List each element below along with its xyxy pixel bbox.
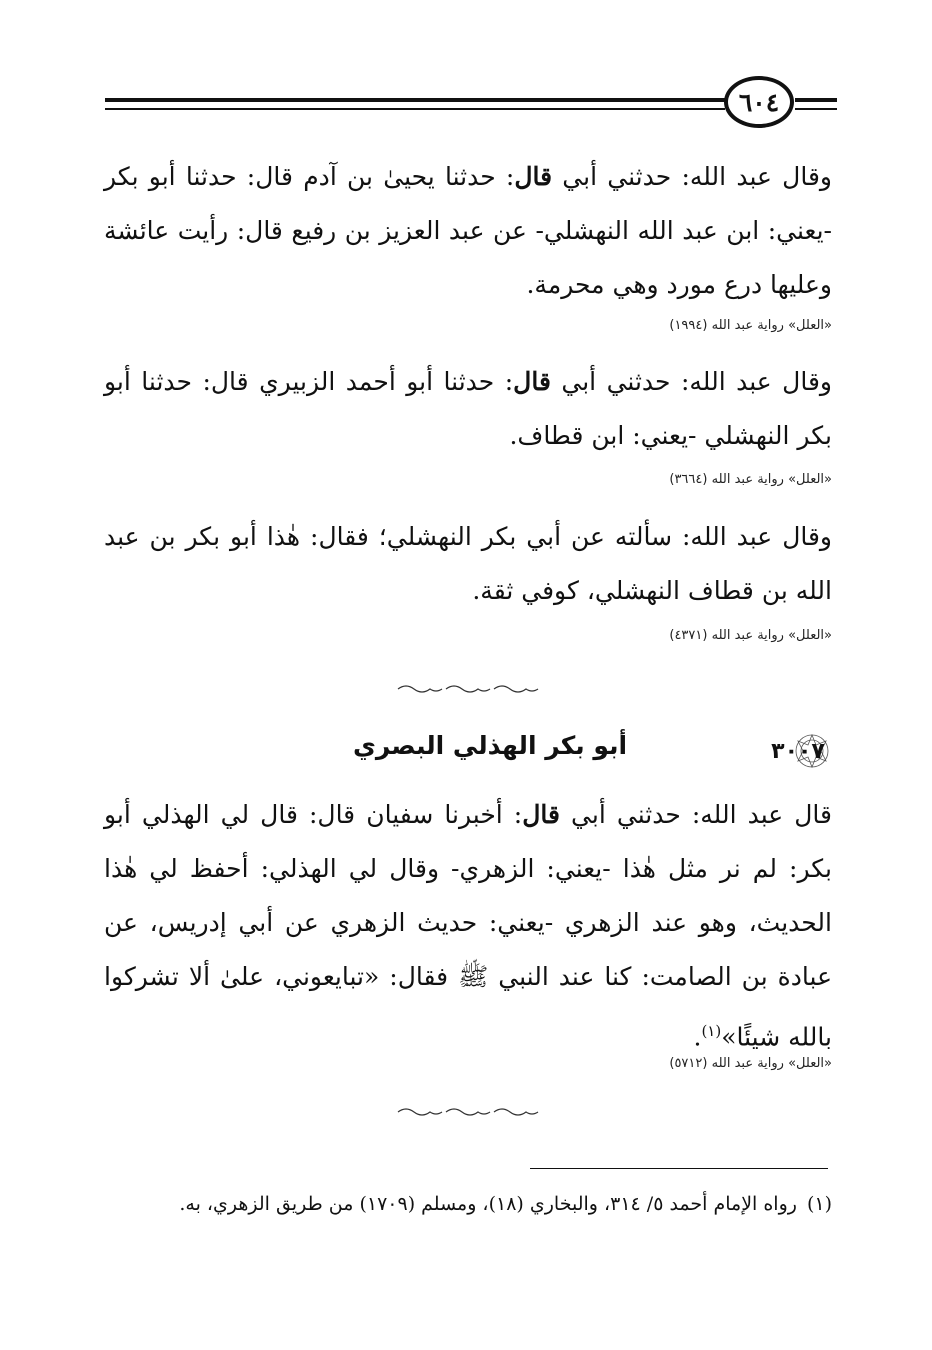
source-citation-4: «العلل» رواية عبد الله (٥٧١٢) (669, 1056, 832, 1071)
paragraph-end: . (693, 1022, 702, 1052)
paragraph-text: وقال عبد الله: حدثني أبي (552, 162, 832, 191)
page-number: ٦٠٤ (724, 76, 794, 128)
paragraph-text: : أخبرنا سفيان قال: قال لي الهذلي أبو بكر: لم نر مثل هٰذا -يعني: الزهري- وقال لي الهذلي: أحفظ لي هٰذا الحديث، وهو عند الزهري -يعني: حديث الزهري عن أبي إدريس، عن عبادة بن الصامت: كنا عند النبي ﷺ فقال: «تبايعوني، علىٰ ألا تشركوا بالله شيئًا» (104, 800, 832, 1052)
entry-number-badge (766, 726, 830, 776)
paragraph-text: قال عبد الله: حدثني أبي (559, 800, 832, 829)
paragraph-text: وقال عبد الله: سألته عن أبي بكر النهشلي؛ فقال: هٰذا أبو بكر بن عبد الله بن قطاف النهشلي، كوفي ثقة. (104, 522, 832, 605)
paragraph-bold: قال (522, 800, 560, 829)
entry-number: ٣٠٠٧ (771, 738, 825, 764)
paragraph-bold: قال (514, 162, 553, 191)
ornament-divider-1 (396, 682, 540, 696)
header-rule-right (795, 98, 837, 102)
footnote-number: (١) (806, 1193, 832, 1215)
header-rule (105, 98, 725, 102)
ornament-divider-2 (396, 1105, 540, 1119)
footnote-reference: (١) (701, 1022, 722, 1040)
paragraph-text: وقال عبد الله: حدثني أبي (550, 367, 832, 396)
source-citation-1: «العلل» رواية عبد الله (١٩٩٤) (669, 318, 832, 333)
paragraph-bold: قال (513, 367, 551, 396)
header-rule-thin (105, 108, 725, 110)
source-citation-3: «العلل» رواية عبد الله (٤٣٧١) (669, 628, 832, 643)
paragraph-1 (104, 150, 832, 312)
footnote (104, 1182, 832, 1226)
footnote-separator (530, 1168, 828, 1169)
paragraph-text: : حدثنا أبو أحمد الزبيري قال: حدثنا أبو بكر النهشلي -يعني: ابن قطاف. (104, 367, 832, 450)
paragraph-3 (104, 510, 832, 618)
entry-title: أبو بكر الهذلي البصري (352, 731, 628, 760)
header-rule-right-thin (795, 108, 837, 110)
paragraph-2 (104, 355, 832, 463)
paragraph-text: : حدثنا يحيىٰ بن آدم قال: حدثنا أبو بكر -يعني: ابن عبد الله النهشلي- عن عبد العزيز بن رفيع قال: رأيت عائشة وعليها درع مورد وهي محرمة. (104, 162, 832, 299)
entry-paragraph (104, 788, 832, 1064)
footnote-text: رواه الإمام أحمد ٥/ ٣١٤، والبخاري (١٨)، ومسلم (١٧٠٩) من طريق الزهري، به. (179, 1193, 797, 1215)
source-citation-2: «العلل» رواية عبد الله (٣٦٦٤) (669, 472, 832, 487)
